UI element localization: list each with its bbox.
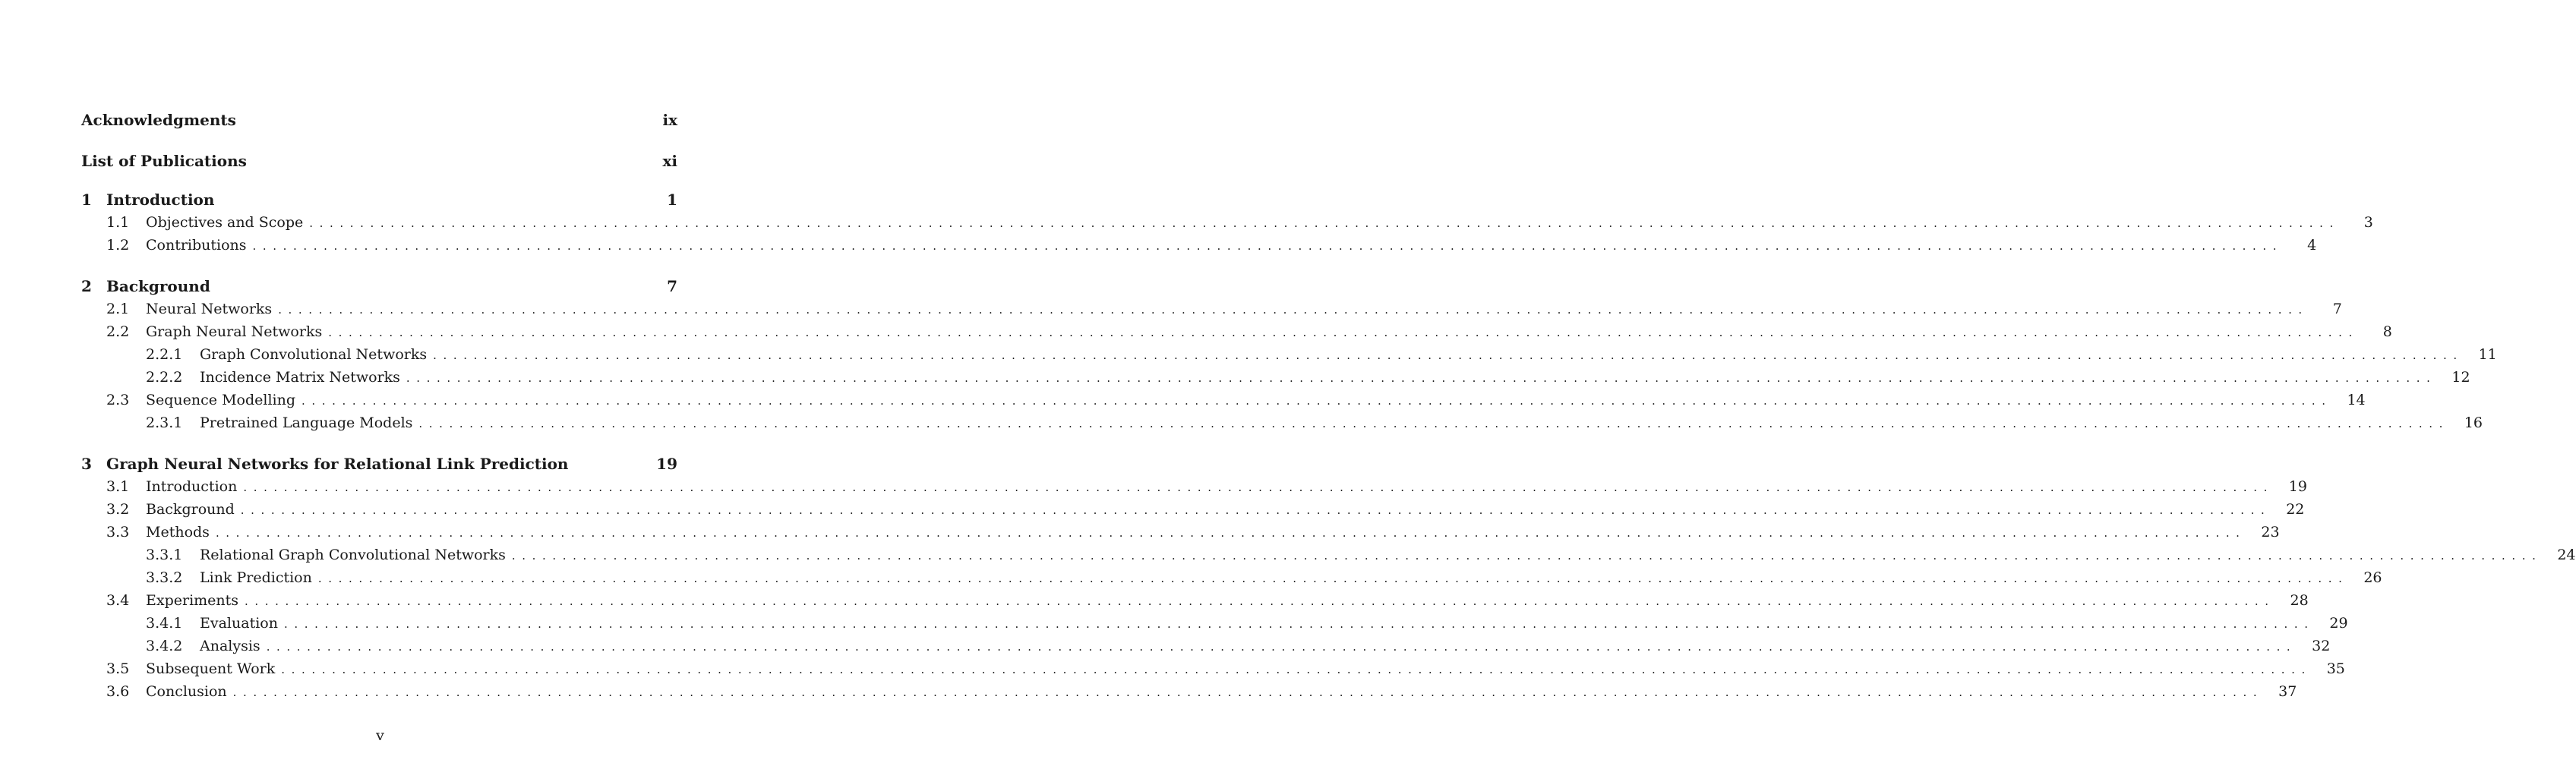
dot-leader: ........................................................................................................................................................................................................ bbox=[245, 594, 2275, 608]
toc-front-title: Acknowledgments bbox=[81, 111, 236, 129]
toc-chapter-number: 2 bbox=[81, 277, 92, 295]
toc-chapter-page: 1 bbox=[667, 191, 677, 209]
toc-entry-number: 3.4.2 bbox=[146, 638, 183, 654]
toc-section-entry[interactable] bbox=[81, 498, 2305, 521]
toc-section-entry[interactable] bbox=[81, 211, 2373, 234]
dot-leader: ........................................................................................................................................................................................................ bbox=[317, 572, 2349, 585]
toc-entry-number: 3.3.1 bbox=[146, 547, 183, 563]
toc-entry-page: 12 bbox=[2451, 369, 2470, 386]
toc-entry-title: Conclusion bbox=[146, 683, 227, 700]
toc-chapter-title: Introduction bbox=[106, 191, 215, 209]
toc-entry-title: Introduction bbox=[146, 478, 238, 495]
toc-entry-title: Incidence Matrix Networks bbox=[200, 369, 400, 386]
toc-entry-title: Experiments bbox=[146, 592, 239, 609]
toc-entry-number: 1.2 bbox=[106, 237, 130, 254]
toc-chapter-page: 7 bbox=[667, 277, 677, 295]
toc-chapter-entry[interactable] bbox=[81, 275, 677, 298]
dot-leader: ........................................................................................................................................................................................................ bbox=[309, 216, 2340, 230]
toc-entry-page: 4 bbox=[2307, 237, 2317, 254]
toc-section-entry[interactable] bbox=[81, 320, 2392, 343]
toc-entry-title: Subsequent Work bbox=[146, 660, 276, 677]
toc-entry-title: Contributions bbox=[146, 237, 247, 254]
toc-section-entry[interactable] bbox=[81, 589, 2309, 612]
toc-entry-number: 3.1 bbox=[106, 478, 130, 495]
toc-entry-number: 3.5 bbox=[106, 660, 130, 677]
dot-leader: ........................................................................................................................................................................................................ bbox=[215, 526, 2246, 540]
toc-chapter-number: 1 bbox=[81, 191, 92, 209]
toc-section-entry[interactable] bbox=[81, 389, 2366, 411]
dot-leader: ........................................................................................................................................................................................................ bbox=[281, 663, 2312, 676]
toc-front-entry[interactable] bbox=[81, 147, 677, 175]
toc-chapter-page: 19 bbox=[656, 455, 677, 473]
toc-chapter-number: 3 bbox=[81, 455, 92, 473]
dot-leader: ........................................................................................................................................................................................................ bbox=[240, 503, 2271, 517]
toc-entry-page: 26 bbox=[2363, 569, 2382, 586]
toc-entry-page: 24 bbox=[2557, 547, 2576, 563]
toc-entry-page: 14 bbox=[2347, 392, 2366, 408]
toc-entry-title: Neural Networks bbox=[146, 301, 273, 317]
dot-leader: ........................................................................................................................................................................................................ bbox=[283, 617, 2315, 631]
toc-chapter-title: Background bbox=[106, 277, 210, 295]
toc-entry-page: 7 bbox=[2332, 301, 2342, 317]
toc-entry-title: Graph Convolutional Networks bbox=[200, 346, 428, 363]
toc-subsection-entry[interactable] bbox=[81, 566, 2382, 589]
toc-front-entry[interactable] bbox=[81, 106, 677, 134]
toc-entry-title: Methods bbox=[146, 524, 210, 541]
toc-entry-page: 29 bbox=[2329, 615, 2348, 632]
dot-leader: ........................................................................................................................................................................................................ bbox=[266, 640, 2297, 654]
toc-entry-number: 2.2.1 bbox=[146, 346, 183, 363]
toc-entry-number: 2.3.1 bbox=[146, 414, 183, 431]
toc-entry-title: Background bbox=[146, 501, 235, 518]
toc-entry-number: 3.3.2 bbox=[146, 569, 183, 586]
toc-entry-page: 37 bbox=[2278, 683, 2297, 700]
toc-subsection-entry[interactable] bbox=[81, 544, 2576, 566]
toc-subsection-entry[interactable] bbox=[81, 635, 2331, 657]
toc-entry-page: 28 bbox=[2290, 592, 2309, 609]
toc-subsection-entry[interactable] bbox=[81, 612, 2348, 635]
dot-leader: ........................................................................................................................................................................................................ bbox=[301, 394, 2332, 408]
toc-entry-page: 32 bbox=[2312, 638, 2331, 654]
toc-entry-number: 3.3 bbox=[106, 524, 130, 541]
dot-leader: ........................................................................................................................................................................................................ bbox=[243, 481, 2274, 494]
toc-entry-title: Objectives and Scope bbox=[146, 214, 304, 231]
dot-leader: ........................................................................................................................................................................................................ bbox=[406, 371, 2437, 385]
toc-front-page: xi bbox=[662, 152, 677, 170]
toc-section-entry[interactable] bbox=[81, 680, 2297, 703]
toc-entry-number: 3.4.1 bbox=[146, 615, 183, 632]
toc-chapters bbox=[81, 188, 2576, 703]
toc-section-entry[interactable] bbox=[81, 298, 2342, 320]
toc-entry-page: 16 bbox=[2464, 414, 2483, 431]
table-of-contents bbox=[81, 106, 2576, 703]
dot-leader: ........................................................................................................................................................................................................ bbox=[252, 239, 2284, 253]
dot-leader: ........................................................................................................................................................................................................ bbox=[328, 326, 2359, 339]
toc-entry-page: 8 bbox=[2382, 323, 2392, 340]
toc-section-entry[interactable] bbox=[81, 234, 2317, 257]
toc-section-entry[interactable] bbox=[81, 657, 2345, 680]
page-number: v bbox=[376, 727, 384, 744]
toc-entry-number: 2.3 bbox=[106, 392, 130, 408]
toc-entry-page: 11 bbox=[2478, 346, 2497, 363]
dot-leader: ........................................................................................................................................................................................................ bbox=[433, 348, 2464, 362]
toc-chapter-title: Graph Neural Networks for Relational Link Prediction bbox=[106, 455, 569, 473]
toc-entry-page: 23 bbox=[2261, 524, 2280, 541]
toc-entry-number: 2.2 bbox=[106, 323, 130, 340]
dot-leader: ........................................................................................................................................................................................................ bbox=[511, 549, 2543, 563]
toc-entry-number: 2.2.2 bbox=[146, 369, 183, 386]
dot-leader: ........................................................................................................................................................................................................ bbox=[278, 303, 2309, 317]
toc-entry-number: 1.1 bbox=[106, 214, 130, 231]
toc-entry-number: 2.1 bbox=[106, 301, 130, 317]
toc-entry-title: Analysis bbox=[200, 638, 260, 654]
dot-leader: ........................................................................................................................................................................................................ bbox=[418, 417, 2450, 430]
toc-subsection-entry[interactable] bbox=[81, 411, 2483, 434]
toc-entry-page: 19 bbox=[2288, 478, 2307, 495]
toc-entry-number: 3.4 bbox=[106, 592, 130, 609]
toc-entry-page: 22 bbox=[2286, 501, 2305, 518]
toc-entry-title: Link Prediction bbox=[200, 569, 312, 586]
toc-front-page: ix bbox=[662, 111, 677, 129]
toc-entry-title: Pretrained Language Models bbox=[200, 414, 413, 431]
toc-section-entry[interactable] bbox=[81, 521, 2280, 544]
toc-front-title: List of Publications bbox=[81, 152, 247, 170]
toc-entry-title: Relational Graph Convolutional Networks bbox=[200, 547, 506, 563]
toc-chapter-entry[interactable] bbox=[81, 188, 677, 211]
toc-entry-title: Graph Neural Networks bbox=[146, 323, 323, 340]
toc-entry-title: Evaluation bbox=[200, 615, 278, 632]
dot-leader: ........................................................................................................................................................................................................ bbox=[232, 685, 2264, 699]
toc-entry-number: 3.6 bbox=[106, 683, 130, 700]
toc-entry-page: 35 bbox=[2326, 660, 2345, 677]
toc-section-entry[interactable] bbox=[81, 475, 2307, 498]
toc-entry-page: 3 bbox=[2363, 214, 2373, 231]
toc-subsection-entry[interactable] bbox=[81, 366, 2470, 389]
toc-subsection-entry[interactable] bbox=[81, 343, 2497, 366]
toc-chapter-entry[interactable] bbox=[81, 452, 677, 475]
toc-entry-title: Sequence Modelling bbox=[146, 392, 295, 408]
toc-entry-number: 3.2 bbox=[106, 501, 130, 518]
